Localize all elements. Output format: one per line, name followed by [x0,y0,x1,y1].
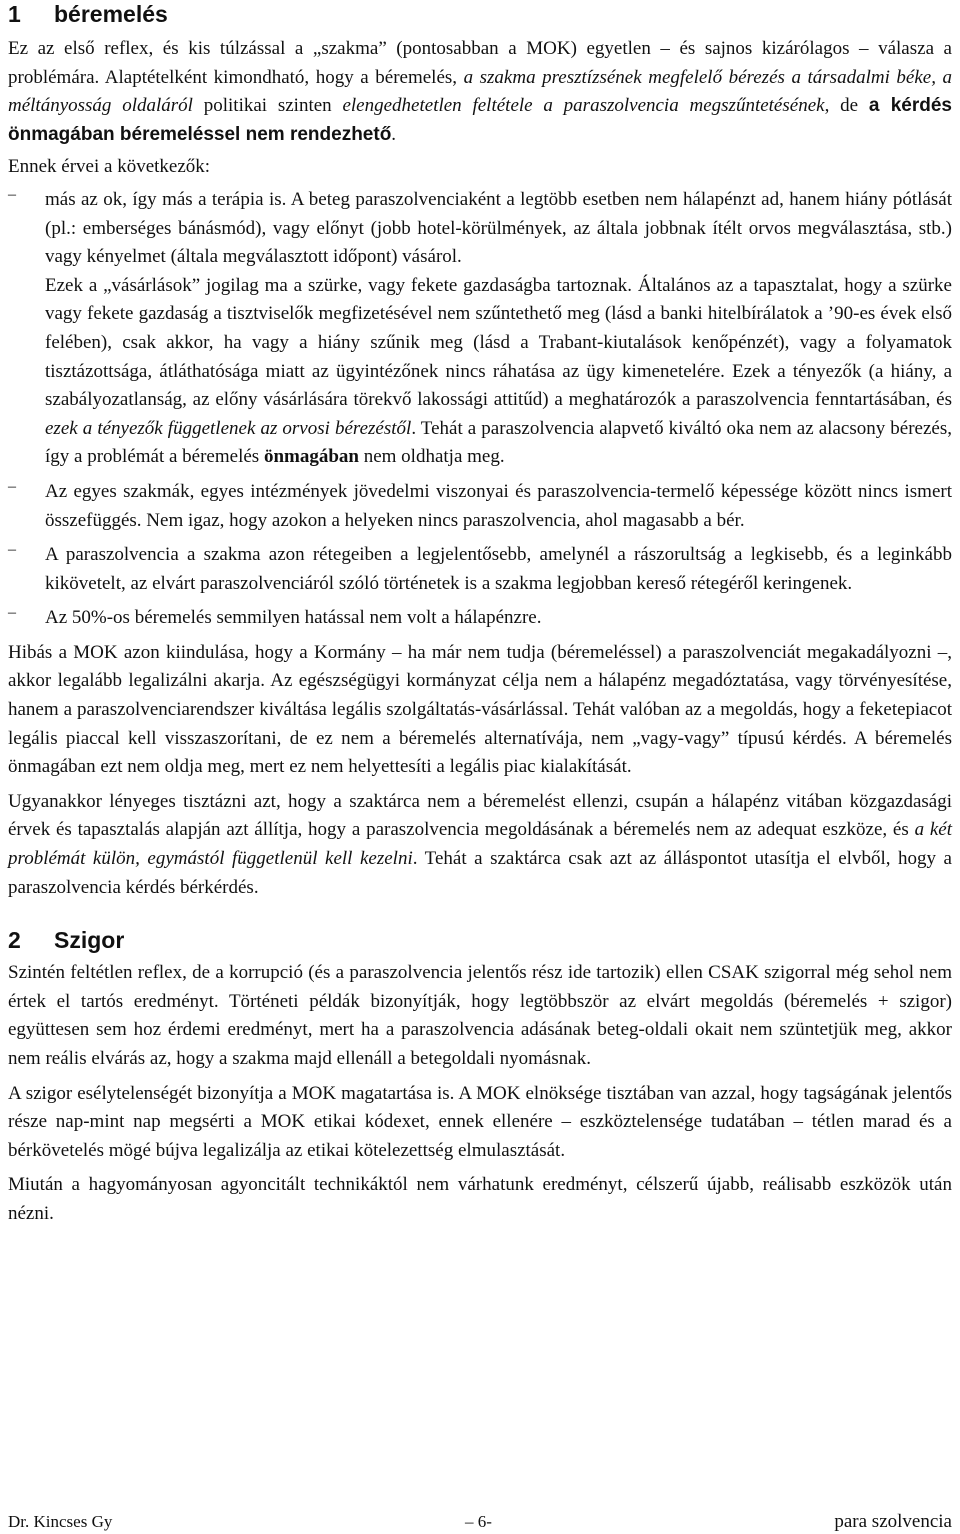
list-item [8,478,952,535]
text-run: . Tehát a paraszolvencia alapvető kiváltó oka nem az alacsony bérezés, így a problémát a béremelés [45,417,952,468]
list-item-text [45,186,952,272]
text-run: nem oldhatja meg. [358,446,505,468]
text-run: Ez az első reflex, és kis túlzással a „szakma” (pontosabban a MOK) egyetlen – és sajnos kizárólagos – válasza a problémára. Alaptételként kimondható, hogy a béremelés, [8,38,952,88]
dash-bullet: – [8,541,16,559]
section-1-heading [8,0,952,28]
section-1-number: 1 [8,1,21,27]
section-2-paragraph-1: Szintén feltétlen reflex, de a korrupció (és a paraszolvencia jelentős rész ide tartozik) ellen CSAK szigorral még sehol nem értek el tartós eredményt. Történeti példák bizonyítják, hogy legtöbbször az elvárt megoldás (béremelés + szigor) együttesen sem hoz érdemi eredményt, mert ha a paraszolvencia adásának beteg-oldali okait nem szüntetjük meg, akkor nem reális elvárás az, hogy a szakma majd ellenáll a betegoldali nyomásnak. [8,962,952,1069]
dash-bullet: – [8,185,16,203]
list-item-continuation [45,272,952,472]
text-run: . [391,123,397,145]
footer-topic: para szolvencia [834,1511,952,1532]
page-footer [8,1510,952,1534]
text-run: , de [824,95,869,117]
section-2-title: Szigor [54,927,125,954]
italic-run: ezek a tényezők függetlenek az orvosi bérezéstől [45,417,412,439]
section-1-paragraph-1 [8,35,952,149]
list-item [8,604,952,633]
list-item-text: Az egyes szakmák, egyes intézmények jövedelmi viszonyai és paraszolvencia-termelő képessége között nincs ismert összefüggés. Nem igaz, hogy azokon a helyeken nincs paraszolvencia, ahol magasabb a bér. [45,480,952,531]
text-run: Ezek a „vásárlások” jogilag ma a szürke, vagy fekete gazdaságba tartoznak. Általános az a tapasztalat, hogy a szürke vagy fekete gazdaság a tisztviselők megfizetésével nem szűntethető meg (lásd a banki hitelbírálatok a ’90-es évek első felében), csak akkor, ha vagy a hiány szűnik meg (lásd a Trabant-kiutalások kenőpénzét), vagy a folyamatok tisztázottsága, átláthatósága miatt az ügyintézőnek nincs ráhatása az ügy kimenetelére. Ezek a tényezők (a hiány, a szabályozatlanság, az előny vásárlására törekvő lakossági attitűd) a meghatározók a paraszolvencia fenntartásában, és [45,274,952,411]
footer-page-number: – 6- [465,1512,492,1531]
italic-run: a két problémát külön, egymástól függetlenül kell kezelni [8,819,952,870]
dash-bullet: – [8,604,16,622]
dash-bullet: – [8,477,16,495]
text-run: Ugyanakkor lényeges tisztázni azt, hogy a szaktárca nem a béremelést ellenzi, csupán a hálapénz vitában közgazdasági érvek és tapasztalás alapján azt állítja, hogy a paraszolvencia megoldásának a béremelés nem az adequat eszköze, és [8,790,952,841]
bold-run: önmagában [263,446,359,468]
text-run: más az ok, így más a terápia is. [45,188,287,210]
section-1-paragraph-3: Hibás a MOK azon kiindulása, hogy a Kormány – ha már nem tudja (béremeléssel) a paraszolvenciát megakadályozni –, akkor legalább legalizálni akarja. Az egészségügyi kormányzat célja nem a hálapénz megadóztatása, vagy törvényesítése, hanem a paraszolvenciarendszer kiváltása legális szolgáltatás-vásárlással. Tehát valóban az a megoldás, hogy a feketepiacot legális piaccal kell visszaszorítani, de ez nem a béremelés alternatívája, nem „vagy-vagy” típusú kérdés. A béremelés önmagában ezt nem oldja meg, mert ez nem helyettesíti a legális piac kialakítását. [8,641,952,778]
section-2-heading [8,926,952,954]
section-1-paragraph-4 [8,788,952,902]
text-run: A beteg paraszolvenciaként a legtöbb esetben nem hálapénzt ad, hanem hiány pótlását (pl.: emberséges bánásmód), vagy előnyt (jobb hotel-körülmények, az általa jobbnak ítélt orvos megválasztása, stb.) vagy kényelmet (általa megválasztott időpont) vásárol. [45,188,952,268]
list-item [8,186,952,472]
list-item-text: A paraszolvencia a szakma azon rétegeiben a legjelentősebb, amelynél a rászorultság a legkisebb, és a leginkább kikövetelt, az elvárt paraszolvenciáról szóló történetek is a szakma legjobban kereső rétegéről keringenek. [45,544,952,594]
text-run: politikai szinten [192,95,343,117]
italic-run: a szakma presztízsének megfelelő bérezés a társadalmi béke, a méltányosság oldaláról [8,66,952,117]
document-page [8,0,952,1229]
bold-run: a kérdés önmagában béremeléssel nem rendezhető [8,95,952,145]
italic-run: elengedhetetlen feltétele a paraszolvencia megszűntetésének [342,95,825,117]
list-item [8,541,952,598]
section-2-paragraph-3: Miután a hagyományosan agyoncitált technikáktól nem várhatunk eredményt, célszerű újabb, reálisabb eszközök után nézni. [8,1174,952,1224]
footer-author: Dr. Kincses Gy [8,1512,113,1531]
list-item-text: Az 50%-os béremelés semmilyen hatással nem volt a hálapénzre. [45,607,542,629]
text-run: . Tehát a szaktárca csak azt az álláspontot utasítja el elvből, hogy a paraszolvencia kérdés bérkérdés. [8,848,952,898]
section-2-number: 2 [8,927,21,954]
section-1-paragraph-2: Ennek érvei a következők: [8,156,211,178]
section-2-paragraph-2: A szigor esélytelenségét bizonyítja a MOK magatartása is. A MOK elnöksége tisztában van azzal, hogy tagságának jelentős része nap-mint nap megsérti a MOK etikai kódexet, ennek ellenére – eszköztelensége tudatában – tétlen marad és a bérkövetelés mögé bújva legalizálja az etikai kötelezettség elmulasztását. [8,1082,952,1161]
section-1-title: béremelés [54,1,168,27]
